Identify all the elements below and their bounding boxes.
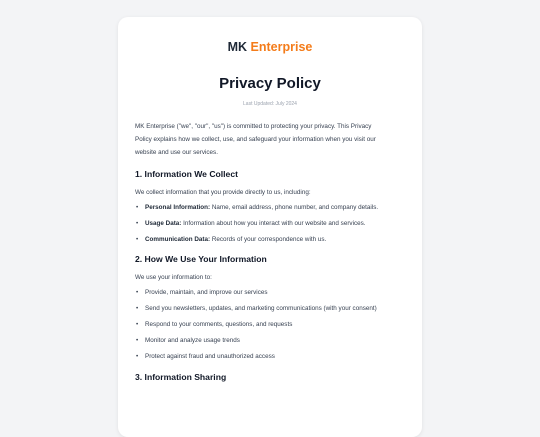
brand-accent: Enterprise: [250, 40, 313, 54]
list-item: [135, 353, 405, 361]
list-item-text: Information about how you interact with our website and services.: [181, 220, 366, 227]
section1-lead: We collect information that you provide directly to us, including:: [135, 189, 311, 196]
section-heading-information-we-collect: 1. Information We Collect: [135, 169, 238, 179]
intro-paragraph: [135, 120, 405, 159]
bullet-icon: •: [136, 305, 139, 312]
list-item-text: Send you newsletters, updates, and marketing communications (with your consent): [145, 305, 377, 312]
intro-line: Policy explains how we collect, use, and safeguard your information when you visit our: [135, 136, 376, 143]
list-item-text: Respond to your comments, questions, and requests: [145, 321, 293, 328]
list-item-term: Communication Data:: [145, 236, 211, 243]
intro-line: MK Enterprise ("we", "our", "us") is committed to protecting your privacy. This Privacy: [135, 123, 372, 130]
bullet-icon: •: [136, 289, 139, 296]
list-item: [135, 305, 405, 313]
section-heading-how-we-use: 2. How We Use Your Information: [135, 254, 267, 264]
list-item-term: Personal Information:: [145, 204, 211, 211]
bullet-icon: •: [136, 236, 139, 243]
list-item: [135, 236, 405, 244]
section1-list: [135, 204, 405, 244]
bullet-icon: •: [136, 204, 139, 211]
list-item: [135, 220, 405, 228]
bullet-icon: •: [136, 337, 139, 344]
section-heading-information-sharing: 3. Information Sharing: [135, 372, 227, 382]
list-item-text: Provide, maintain, and improve our services: [145, 289, 268, 296]
list-item-text: Records of your correspondence with us.: [210, 236, 327, 243]
list-item: [135, 321, 405, 329]
bullet-icon: •: [136, 353, 139, 360]
last-updated: Last Updated: July 2024: [243, 101, 297, 107]
list-item-text: Monitor and analyze usage trends: [145, 337, 240, 344]
bullet-icon: •: [136, 220, 139, 227]
list-item: [135, 204, 405, 212]
brand-name: MK: [227, 40, 248, 54]
list-item-text: Name, email address, phone number, and company details.: [210, 204, 379, 211]
section2-list: [135, 289, 405, 361]
list-item-text: Protect against fraud and unauthorized access: [145, 353, 275, 360]
policy-card: [118, 17, 422, 437]
bullet-icon: •: [136, 321, 139, 328]
section2-lead: We use your information to:: [135, 274, 212, 281]
list-item: [135, 337, 405, 345]
list-item: [135, 289, 405, 297]
intro-line: website and use our services.: [135, 149, 218, 156]
page-title: Privacy Policy: [219, 75, 321, 92]
brand-logo[interactable]: [135, 40, 405, 55]
list-item-term: Usage Data:: [145, 220, 182, 227]
